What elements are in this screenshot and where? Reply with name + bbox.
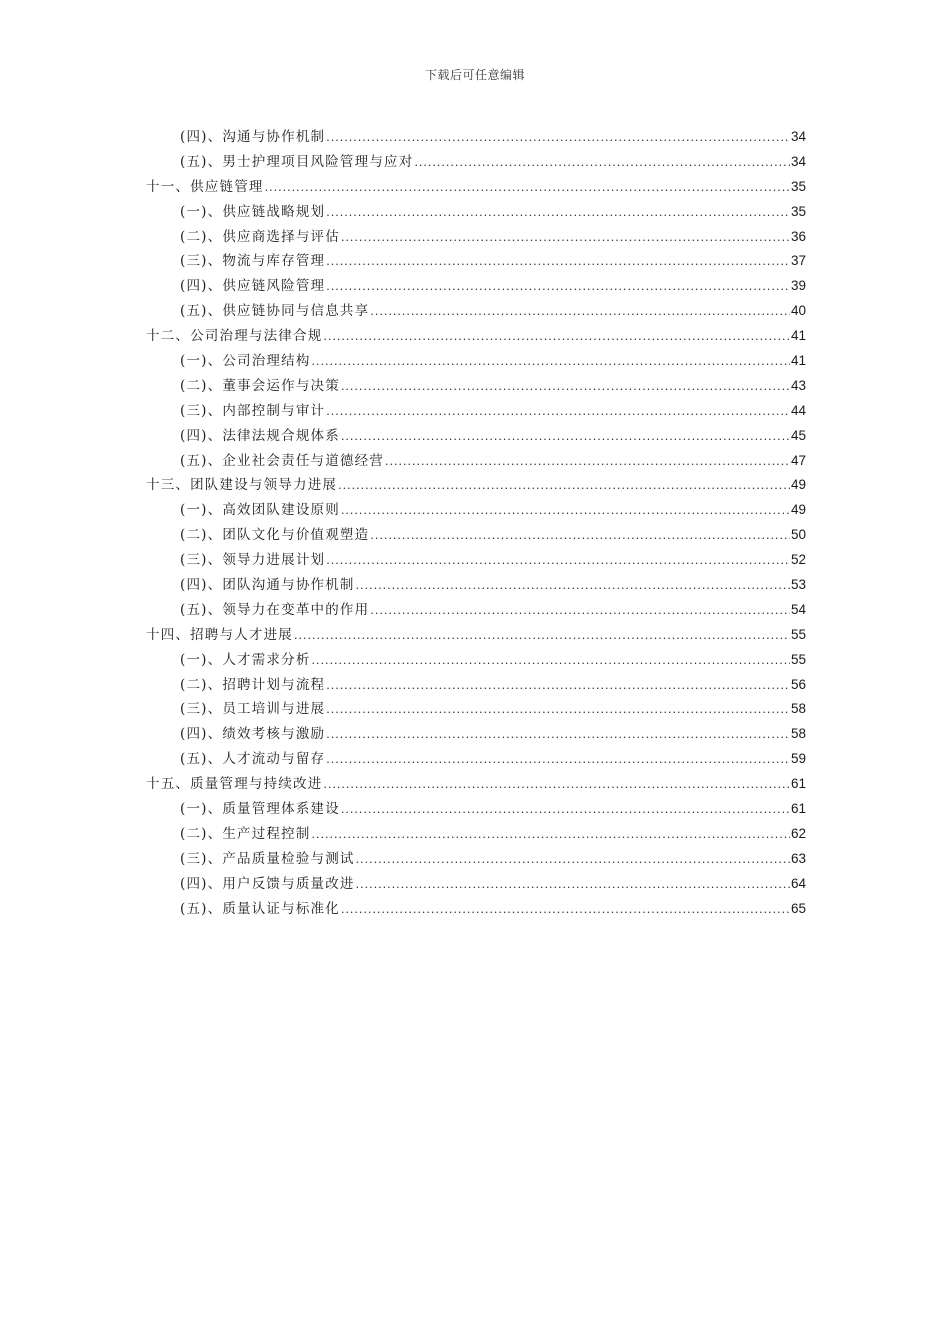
toc-section-entry[interactable]: [146, 249, 806, 274]
toc-entry-title: (二)、董事会运作与决策: [180, 377, 340, 394]
toc-entry-page-number: 64: [790, 875, 806, 891]
toc-dot-leader: [312, 823, 790, 848]
toc-entry-page-number: 55: [790, 626, 806, 642]
toc-entry-page-number: 40: [790, 303, 806, 319]
toc-entry-page-number: 47: [790, 452, 806, 468]
toc-section-entry[interactable]: [146, 697, 806, 722]
toc-section-entry[interactable]: [146, 822, 806, 847]
toc-dot-leader: [356, 873, 790, 898]
toc-dot-leader: [326, 549, 790, 574]
toc-section-entry[interactable]: [146, 872, 806, 897]
toc-entry-page-number: 41: [790, 328, 806, 344]
toc-dot-leader: [341, 425, 790, 450]
toc-chapter-entry[interactable]: [146, 175, 806, 200]
toc-entry-page-number: 53: [790, 577, 806, 593]
toc-dot-leader: [326, 723, 790, 748]
toc-entry-title: (三)、物流与库存管理: [180, 253, 326, 270]
toc-chapter-entry[interactable]: [146, 623, 806, 648]
toc-entry-page-number: 41: [790, 353, 806, 369]
toc-section-entry[interactable]: [146, 722, 806, 747]
toc-dot-leader: [326, 400, 790, 425]
toc-section-entry[interactable]: [146, 225, 806, 250]
toc-dot-leader: [326, 126, 790, 151]
toc-dot-leader: [326, 748, 790, 773]
toc-entry-title: (三)、产品质量检验与测试: [180, 850, 355, 867]
toc-dot-leader: [326, 201, 790, 226]
toc-entry-title: (二)、生产过程控制: [180, 825, 311, 842]
toc-dot-leader: [294, 624, 790, 649]
toc-section-entry[interactable]: [146, 648, 806, 673]
toc-entry-page-number: 63: [790, 850, 806, 866]
toc-entry-title: 十四、招聘与人才进展: [146, 626, 293, 643]
toc-dot-leader: [356, 848, 790, 873]
toc-entry-title: (二)、招聘计划与流程: [180, 676, 326, 693]
toc-entry-page-number: 36: [790, 228, 806, 244]
toc-entry-title: (四)、团队沟通与协作机制: [180, 577, 355, 594]
toc-dot-leader: [323, 773, 790, 798]
toc-section-entry[interactable]: [146, 125, 806, 150]
toc-section-entry[interactable]: [146, 150, 806, 175]
toc-dot-leader: [341, 798, 790, 823]
toc-section-entry[interactable]: [146, 424, 806, 449]
toc-dot-leader: [370, 599, 790, 624]
toc-section-entry[interactable]: [146, 673, 806, 698]
toc-entry-page-number: 49: [790, 477, 806, 493]
toc-entry-title: (五)、供应链协同与信息共享: [180, 303, 370, 320]
toc-entry-title: (四)、沟通与协作机制: [180, 129, 326, 145]
toc-entry-title: (五)、质量认证与标准化: [180, 900, 340, 917]
toc-dot-leader: [341, 499, 790, 524]
toc-entry-page-number: 34: [790, 153, 806, 169]
toc-section-entry[interactable]: [146, 299, 806, 324]
toc-entry-page-number: 58: [790, 701, 806, 717]
toc-section-entry[interactable]: [146, 797, 806, 822]
toc-dot-leader: [326, 698, 790, 723]
toc-section-entry[interactable]: [146, 274, 806, 299]
table-of-contents: [146, 125, 806, 922]
toc-entry-page-number: 49: [790, 502, 806, 518]
toc-entry-title: (一)、供应链战略规划: [180, 203, 326, 220]
toc-section-entry[interactable]: [146, 897, 806, 922]
toc-dot-leader: [341, 898, 790, 923]
toc-entry-page-number: 35: [790, 203, 806, 219]
toc-dot-leader: [385, 450, 790, 475]
toc-dot-leader: [356, 574, 790, 599]
toc-entry-title: (四)、用户反馈与质量改进: [180, 875, 355, 892]
toc-entry-title: 十一、供应链管理: [146, 178, 264, 195]
toc-entry-page-number: 34: [790, 129, 806, 144]
toc-dot-leader: [414, 151, 790, 176]
toc-entry-page-number: 52: [790, 552, 806, 568]
toc-entry-page-number: 37: [790, 253, 806, 269]
toc-entry-title: (一)、公司治理结构: [180, 353, 311, 370]
toc-section-entry[interactable]: [146, 747, 806, 772]
toc-dot-leader: [326, 674, 790, 699]
toc-entry-page-number: 54: [790, 601, 806, 617]
toc-section-entry[interactable]: [146, 349, 806, 374]
toc-entry-page-number: 44: [790, 402, 806, 418]
toc-entry-title: 十二、公司治理与法律合规: [146, 328, 323, 345]
toc-section-entry[interactable]: [146, 847, 806, 872]
toc-dot-leader: [370, 300, 790, 325]
toc-dot-leader: [326, 250, 790, 275]
toc-dot-leader: [370, 524, 790, 549]
toc-dot-leader: [323, 325, 790, 350]
toc-entry-page-number: 59: [790, 751, 806, 767]
toc-entry-title: (一)、质量管理体系建设: [180, 801, 340, 818]
toc-dot-leader: [338, 474, 790, 499]
toc-entry-page-number: 58: [790, 726, 806, 742]
toc-section-entry[interactable]: [146, 449, 806, 474]
toc-entry-title: (五)、领导力在变革中的作用: [180, 601, 370, 618]
toc-entry-title: 十三、团队建设与领导力进展: [146, 477, 338, 494]
toc-section-entry[interactable]: [146, 200, 806, 225]
toc-entry-page-number: 61: [790, 801, 806, 817]
toc-entry-title: (四)、绩效考核与激励: [180, 726, 326, 743]
toc-entry-page-number: 43: [790, 377, 806, 393]
toc-dot-leader: [341, 226, 790, 251]
toc-dot-leader: [341, 375, 790, 400]
toc-section-entry[interactable]: [146, 399, 806, 424]
toc-entry-title: (四)、供应链风险管理: [180, 278, 326, 295]
toc-entry-title: (二)、供应商选择与评估: [180, 228, 340, 245]
toc-entry-title: (一)、高效团队建设原则: [180, 502, 340, 519]
toc-entry-title: (五)、企业社会责任与道德经营: [180, 452, 385, 469]
toc-dot-leader: [312, 649, 790, 674]
toc-dot-leader: [326, 275, 790, 300]
toc-entry-page-number: 45: [790, 427, 806, 443]
toc-chapter-entry[interactable]: [146, 772, 806, 797]
toc-entry-page-number: 65: [790, 900, 806, 916]
toc-entry-title: (三)、领导力进展计划: [180, 552, 326, 569]
toc-chapter-entry[interactable]: [146, 324, 806, 349]
toc-entry-title: 十五、质量管理与持续改进: [146, 776, 323, 793]
toc-section-entry[interactable]: [146, 598, 806, 623]
toc-entry-title: (五)、男士护理项目风险管理与应对: [180, 153, 414, 170]
toc-section-entry[interactable]: [146, 573, 806, 598]
toc-section-entry[interactable]: [146, 498, 806, 523]
toc-entry-page-number: 56: [790, 676, 806, 692]
toc-entry-page-number: 55: [790, 651, 806, 667]
toc-section-entry[interactable]: [146, 523, 806, 548]
toc-entry-page-number: 62: [790, 825, 806, 841]
toc-chapter-entry[interactable]: [146, 473, 806, 498]
toc-entry-title: (二)、团队文化与价值观塑造: [180, 527, 370, 544]
toc-entry-title: (三)、员工培训与进展: [180, 701, 326, 718]
toc-entry-title: (三)、内部控制与审计: [180, 402, 326, 419]
toc-entry-title: (一)、人才需求分析: [180, 651, 311, 668]
toc-dot-leader: [312, 350, 790, 375]
toc-entry-title: (四)、法律法规合规体系: [180, 427, 340, 444]
toc-dot-leader: [265, 176, 790, 201]
toc-entry-page-number: 61: [790, 776, 806, 792]
toc-entry-page-number: 39: [790, 278, 806, 294]
page-header: 下载后可任意编辑: [424, 68, 525, 82]
toc-section-entry[interactable]: [146, 548, 806, 573]
toc-entry-page-number: 35: [790, 178, 806, 194]
toc-entry-title: (五)、人才流动与留存: [180, 751, 326, 768]
toc-section-entry[interactable]: [146, 374, 806, 399]
toc-entry-page-number: 50: [790, 527, 806, 543]
